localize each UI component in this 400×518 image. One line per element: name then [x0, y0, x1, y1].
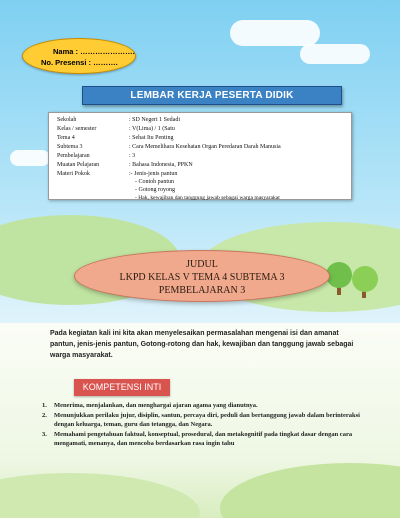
list-number: 3.: [42, 430, 47, 438]
info-value: :- Jenis-jenis pantun: [129, 171, 178, 177]
cloud: [10, 150, 50, 166]
info-value: : Cara Memelihara Kesehatan Organ Peredaran Darah Manusia: [129, 144, 281, 150]
hill: [0, 473, 200, 518]
info-label: Materi Pokok: [57, 171, 90, 177]
intro-paragraph: Pada kegiatan kali ini kita akan menyelesaikan permasalahan mengenai isi dan amanat pantun, jenis-jenis pantun, Gotong-rotong dan hak, kewajiban dan tanggung jawab sebagai warga masyarakat.: [50, 330, 354, 359]
info-label: Muatan Pelajaran: [57, 162, 100, 168]
presensi-label: No. Presensi : ……….: [41, 58, 118, 67]
judul-title: LKPD KELAS V TEMA 4 SUBTEMA 3: [119, 272, 285, 283]
school-info-card: [48, 112, 352, 200]
info-label: Subtema 3: [57, 144, 83, 150]
cloud: [230, 20, 320, 46]
info-value: : Bahasa Indonesia, PPKN: [129, 162, 193, 168]
tree: [352, 266, 378, 292]
worksheet-title: LEMBAR KERJA PESERTA DIDIK: [82, 86, 342, 105]
kompetensi-list: [42, 401, 362, 449]
info-label: Kelas / semester: [57, 126, 97, 132]
materi-item: - Gotong royong: [135, 187, 175, 193]
list-item: [42, 430, 362, 449]
info-value: : Sehat Itu Penting: [129, 135, 174, 141]
student-info-badge: [22, 38, 136, 74]
list-number: 1.: [42, 402, 47, 409]
hill: [220, 463, 400, 518]
judul-oval: [74, 250, 330, 302]
list-item: [42, 411, 362, 430]
judul-heading: JUDUL: [186, 259, 218, 270]
materi-item: - Contoh pantun: [135, 179, 174, 185]
info-value: : 3: [129, 153, 136, 159]
list-item: [42, 401, 362, 411]
list-number: 2.: [42, 411, 47, 419]
list-text: Memahami pengetahuan faktual, konseptual, prosedural, dan metakognitif pada tingkat dasar dengan cara mengamati, menanya, dan mencoba berdasarkan rasa ingin tahu: [54, 430, 353, 447]
info-value: : SD Negeri 1 Sedadi: [129, 117, 180, 123]
kompetensi-inti-label: KOMPETENSI INTI: [74, 379, 170, 396]
cloud: [300, 44, 370, 64]
name-label: Nama : ………………….: [53, 47, 135, 56]
list-text: Menunjukkan perilaku jujur, disiplin, santun, percaya diri, peduli dan bertanggung jawab dalam berinteraksi dengan keluarga, teman, guru dan tetangga, dan Negara.: [54, 411, 360, 428]
info-label: Pembelajaran: [57, 153, 90, 159]
info-label: Tema 4: [57, 135, 75, 141]
info-value: : V(Lima) / 1 (Satu: [129, 126, 175, 132]
list-text: Menerima, menjalankan, dan menghargai ajaran agama yang dianutnya.: [54, 402, 258, 409]
info-label: Sekolah: [57, 117, 77, 123]
materi-item: - Hak, kewajiban dan tanggung jawab sebagai warga masyarakat: [135, 195, 280, 201]
judul-subtitle: PEMBELAJARAN 3: [158, 285, 246, 296]
